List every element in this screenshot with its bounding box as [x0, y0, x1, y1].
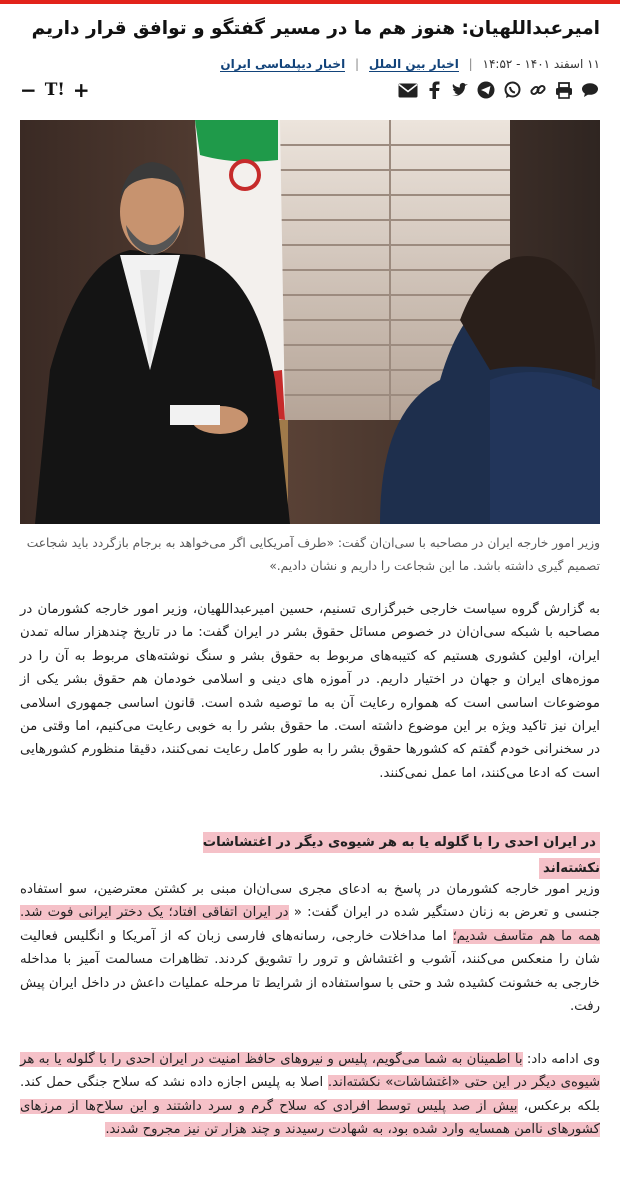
paragraph-continuation	[20, 1048, 600, 1142]
comment-icon[interactable]	[580, 80, 600, 100]
article-title: امیرعبداللهیان: هنوز هم ما در مسیر گفتگو و توافق قرار داریم	[31, 18, 600, 39]
telegram-icon[interactable]	[476, 80, 496, 100]
article-date: ۱۱ اسفند ۱۴۰۱ - ۱۴:۵۲	[482, 57, 600, 71]
category-link-international[interactable]: اخبار بین الملل	[368, 57, 459, 71]
whatsapp-icon[interactable]	[502, 80, 522, 100]
article-photo	[20, 120, 600, 524]
font-size-tools	[20, 78, 90, 102]
top-accent-bar	[0, 0, 620, 4]
twitter-icon[interactable]	[450, 80, 470, 100]
subheading-text: در ایران احدی را با گلوله یا به هر شیوه‌ی دیگر در اغتشاشات نکشته‌اند	[203, 832, 600, 879]
share-tools	[398, 80, 600, 102]
p3-highlight-2: بیش از صد پلیس توسط افرادی که سلاح گرم و سرد داشتند و این سلاح‌ها از مرزهای کشورهای ناامن همسایه وارد شده بود، به شهادت رسیدند و چند هزار تن نیز مجروح شدند.	[20, 1098, 600, 1138]
p3-text-a: وی ادامه داد:	[522, 1052, 600, 1067]
p2-text-b: اما مداخلات خارجی، رسانه‌های فارسی زبان که از آمریکا و انگلیس فعالیت شان را منعکس می‌کنند، آشوب و اغتشاش و ترور را تشویق کردند. تظاهرات مسالمت آمیز با مداخله خارجی به خشونت کشیده شد و حتی با سواستفاده از شرایط تا مرحله عملیات داعش در داخل ایران پیش رفت.	[20, 928, 600, 1015]
paragraph-response	[20, 878, 600, 1018]
p2-text-a: وزیر امور خارجه کشورمان در پاسخ به ادعای مجری سی‌ان‌ان مبنی بر کشتن معترضین، سو استفاده جنسی و تعرض به زنان دستگیر شده در ایران گفت: «	[20, 882, 600, 921]
facebook-icon[interactable]	[424, 80, 444, 100]
meta-separator: |	[468, 57, 473, 71]
meta-separator: |	[355, 57, 360, 71]
article-toolbar	[20, 78, 600, 104]
p3-highlight-1: با اطمینان به شما می‌گویم، پلیس و نیروهای حافظ امنیت در ایران احدی را با گلوله یا به هر شیوه‌ی دیگر در این حتی «اغتشاشات» نکشته‌اند.	[20, 1052, 601, 1091]
email-icon[interactable]	[398, 80, 418, 100]
article-meta	[20, 54, 600, 74]
font-size-label: T!	[44, 80, 65, 100]
decrease-font-button[interactable]: −	[20, 78, 37, 102]
category-link-diplomacy[interactable]: اخبار دیپلماسی ایران	[220, 57, 346, 71]
p3-text-b: اصلا به پلیس اجازه داده نشد که سلاح جنگی حمل کند. بلکه برعکس،	[20, 1075, 600, 1114]
photo-caption: وزیر امور خارجه ایران در مصاحبه با سی‌ان‌ان گفت: «طرف آمریکایی اگر می‌خواهد به برجام بازگردد باید شجاعت تصمیم گیری داشته باشد. ما این شجاعت را داریم و نشان دادیم.»	[26, 536, 600, 573]
section-subheading	[180, 830, 600, 876]
print-icon[interactable]	[554, 80, 574, 100]
paragraph-intro: به گزارش گروه سیاست خارجی خبرگزاری تسنیم، حسین امیرعبداللهیان، وزیر امور خارجه کشورمان در مصاحبه با شبکه سی‌ان‌ان در خصوص مسائل حقوق بشر در ایران گفت: ما در تاریخ چندهزار ساله تمدن ایران، اولین کشوری هستیم که کتیبه‌های مربوط به حقوق بشر و سنگ نوشته‌های مربوط به آن را در موزه‌های ایران و جهان در اختیار داریم. در آموزه های دینی و اسلامی خودمان هم حقوق بشر یکی از موضوعات اساسی است که همواره رعایت آن به ما توصیه شده است. قانون اساسی جمهوری اسلامی ایران نیز تاکید ویژه بر این موضوع داشته است. ما حقوق بشر را به خوبی رعایت می‌کنیم، اما وقتی من در سخنرانی خودم گفتم که کشورها حقوق بشر را به طور کامل رعایت نمی‌کنند، دقیقا منظورم کشورهایی است که ادعا می‌کنند، اما عمل نمی‌کنند.	[20, 602, 600, 781]
p2-highlight: در ایران اتفاقی افتاد؛ یک دختر ایرانی فوت شد. همه ما هم متاسف شدیم؛	[20, 905, 600, 944]
increase-font-button[interactable]: +	[72, 78, 90, 102]
link-icon[interactable]	[528, 80, 548, 100]
